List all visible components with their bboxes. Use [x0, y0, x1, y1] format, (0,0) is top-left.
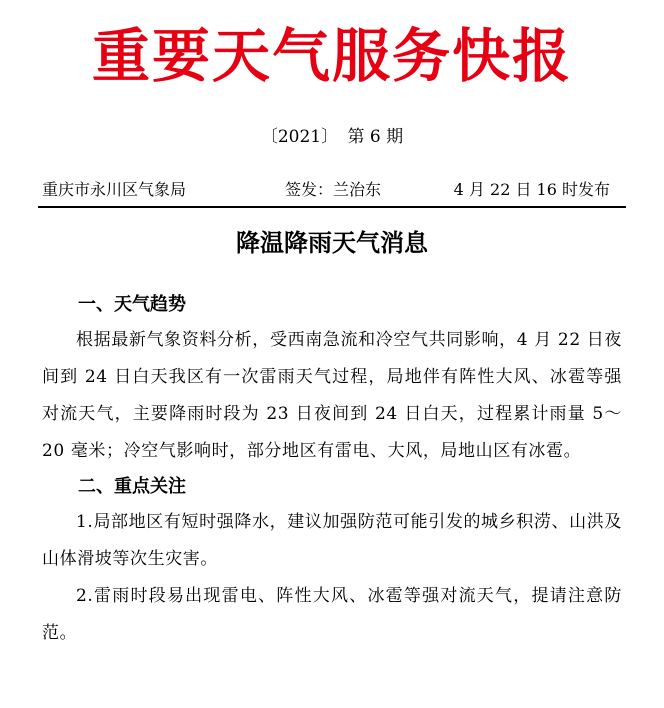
- signer: 签发：兰治东: [285, 180, 382, 199]
- masthead-title: 重要天气服务快报: [91, 22, 572, 90]
- focus-paragraph-1: 1.局部地区有短时强降水，建议加强防范可能引发的城乡积涝、山洪及山体滑坡等次生灾害。: [42, 512, 622, 569]
- publish-time: 4 月 22 日 16 时发布: [453, 180, 610, 199]
- focus-paragraph-2: 2.雷雨时段易出现雷电、阵性大风、冰雹等强对流天气，提请注意防范。: [42, 586, 622, 643]
- document-title: 降温降雨天气消息: [236, 228, 428, 257]
- document-body: [42, 288, 622, 652]
- header-divider: [38, 206, 626, 208]
- issue-line: [0, 125, 664, 149]
- issuing-organization: 重庆市永川区气象局: [42, 180, 187, 199]
- section-heading-trend: 一、天气趋势: [78, 294, 186, 315]
- section-heading-focus: 二、重点关注: [78, 476, 186, 497]
- issue-number: 第 6 期: [347, 127, 404, 147]
- trend-paragraph: 根据最新气象资料分析，受西南急流和冷空气共同影响，4 月 22 日夜间到 24 日白天我区有一次雷雨天气过程，局地伴有阵性大风、冰雹等强对流天气，主要降雨时段为 23 日夜间到 24 日白天，过程累计雨量 5～20 毫米；冷空气影响时，部分地区有雷电、大风，局地山区有冰雹。: [42, 330, 622, 461]
- issue-year: 〔2021〕: [260, 127, 339, 147]
